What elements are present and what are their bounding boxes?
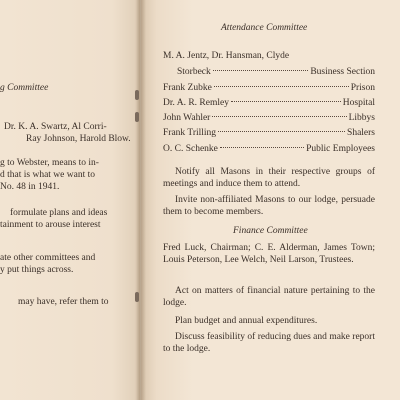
dot-leader	[213, 70, 309, 71]
member-section: Prison	[350, 83, 375, 93]
member-section: Shalers	[347, 128, 375, 138]
attendance-duty-paragraph: Notify all Masons in their respective groups of meetings and induce them to attend.	[163, 167, 375, 189]
left-text-line: ate other committees and	[0, 253, 96, 263]
finance-duty-paragraph: Plan budget and annual expenditures.	[175, 316, 318, 326]
staple-hole	[135, 292, 139, 302]
member-name: Storbeck	[177, 67, 211, 77]
left-text-line: formulate plans and ideas	[10, 208, 108, 218]
attendance-row	[163, 82, 375, 94]
left-text-line: tainment to arouse interest	[0, 220, 101, 230]
member-section: Libbys	[348, 113, 375, 123]
left-text-line: g to Webster, means to in-	[0, 158, 99, 168]
member-section: Public Employees	[306, 144, 375, 154]
finance-members-paragraph: Fred Luck, Chairman; C. E. Alderman, James Town; Louis Peterson, Lee Welch, Neil Larson, Trustees.	[163, 243, 375, 265]
staple-hole	[135, 90, 139, 100]
left-text-line: No. 48 in 1941.	[0, 182, 60, 192]
attendance-committee-heading: Attendance Committee	[221, 23, 308, 33]
left-text-line: Dr. K. A. Swartz, Al Corri-	[4, 122, 107, 132]
dot-leader	[212, 116, 346, 117]
attendance-intro-line: M. A. Jentz, Dr. Hansman, Clyde	[163, 51, 290, 61]
dot-leader	[231, 101, 341, 102]
member-name: Frank Trilling	[163, 128, 217, 138]
left-page	[0, 0, 140, 400]
left-text-line: y put things across.	[0, 265, 74, 275]
attendance-row	[163, 112, 375, 124]
finance-duty-paragraph: Act on matters of financial nature pertaining to the lodge.	[163, 286, 375, 308]
attendance-row	[177, 66, 375, 78]
finance-committee-heading: Finance Committee	[233, 226, 308, 236]
member-section: Business Section	[310, 67, 375, 77]
book-gutter	[136, 0, 146, 400]
dot-leader	[218, 131, 345, 132]
member-name: Dr. A. R. Remley	[163, 98, 229, 108]
member-section: Hospital	[342, 98, 375, 108]
attendance-row	[163, 127, 375, 139]
staple-hole	[135, 112, 139, 122]
member-name: Frank Zubke	[163, 83, 212, 93]
member-name: O. C. Schenke	[163, 144, 218, 154]
left-text-line: d that is what we want to	[0, 170, 95, 180]
member-name: John Wahler	[163, 113, 211, 123]
dot-leader	[214, 86, 349, 87]
committee-heading-fragment: g Committee	[0, 83, 49, 93]
finance-duty-paragraph: Discuss feasibility of reducing dues and make report to the lodge.	[163, 332, 375, 354]
right-page	[141, 0, 400, 400]
left-text-line: may have, refer them to	[18, 297, 109, 307]
attendance-row	[163, 143, 375, 155]
attendance-duty-paragraph: Invite non-affiliated Masons to our lodge, persuade them to become members.	[163, 195, 375, 217]
dot-leader	[220, 147, 304, 148]
left-text-line: Ray Johnson, Harold Blow.	[26, 134, 131, 144]
attendance-row	[163, 97, 375, 109]
